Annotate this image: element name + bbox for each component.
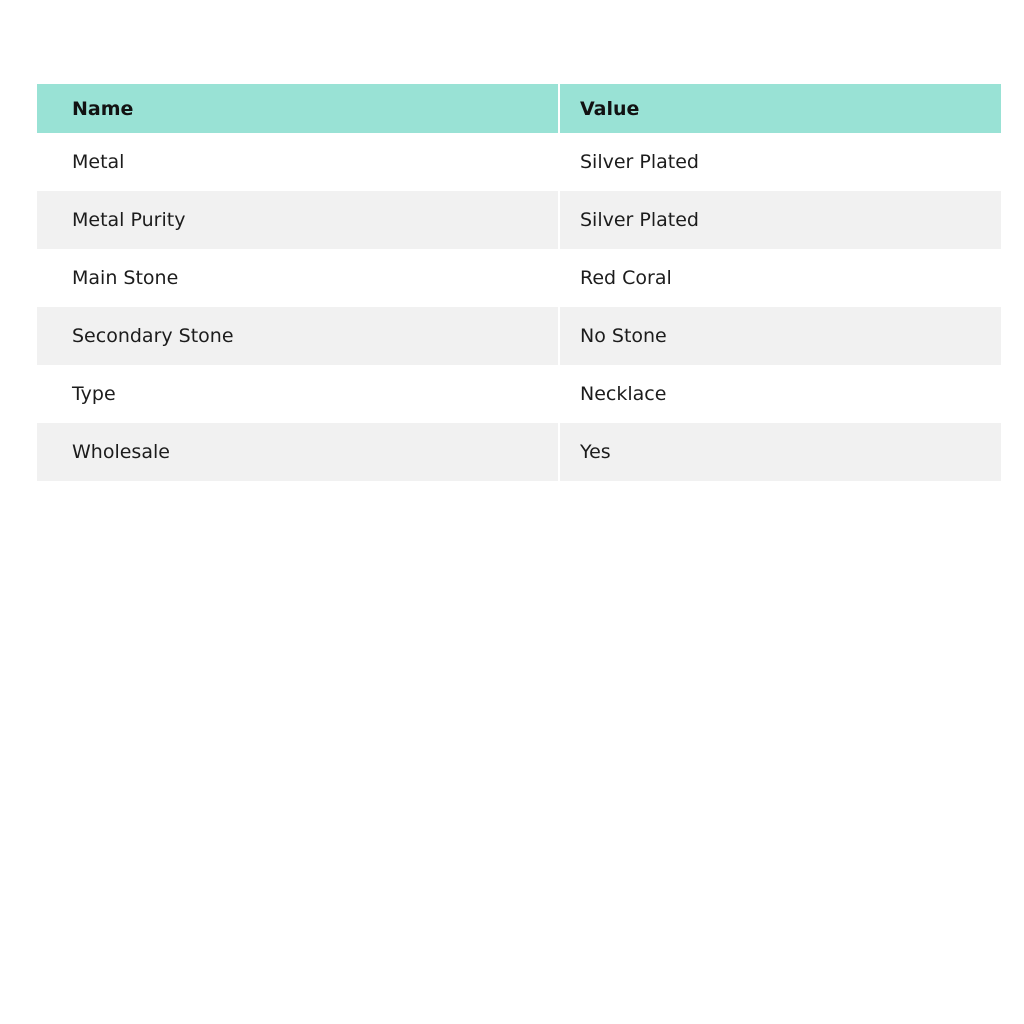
table-row [37, 191, 1001, 249]
table-header [37, 84, 1001, 133]
cell-name: Main Stone [37, 249, 560, 307]
product-spec-table-container [37, 84, 1001, 481]
header-cell-name: Name [37, 84, 560, 133]
product-spec-table [37, 84, 1001, 481]
cell-value: Red Coral [560, 249, 1001, 307]
cell-value: Silver Plated [560, 133, 1001, 191]
cell-name: Metal Purity [37, 191, 560, 249]
cell-value: Necklace [560, 365, 1001, 423]
table-body [37, 133, 1001, 481]
header-row [37, 84, 1001, 133]
cell-name: Secondary Stone [37, 307, 560, 365]
table-row [37, 133, 1001, 191]
cell-name: Wholesale [37, 423, 560, 481]
cell-value: No Stone [560, 307, 1001, 365]
cell-value: Yes [560, 423, 1001, 481]
table-row [37, 423, 1001, 481]
table-row [37, 249, 1001, 307]
cell-name: Type [37, 365, 560, 423]
table-row [37, 365, 1001, 423]
cell-name: Metal [37, 133, 560, 191]
header-cell-value: Value [560, 84, 1001, 133]
table-row [37, 307, 1001, 365]
cell-value: Silver Plated [560, 191, 1001, 249]
